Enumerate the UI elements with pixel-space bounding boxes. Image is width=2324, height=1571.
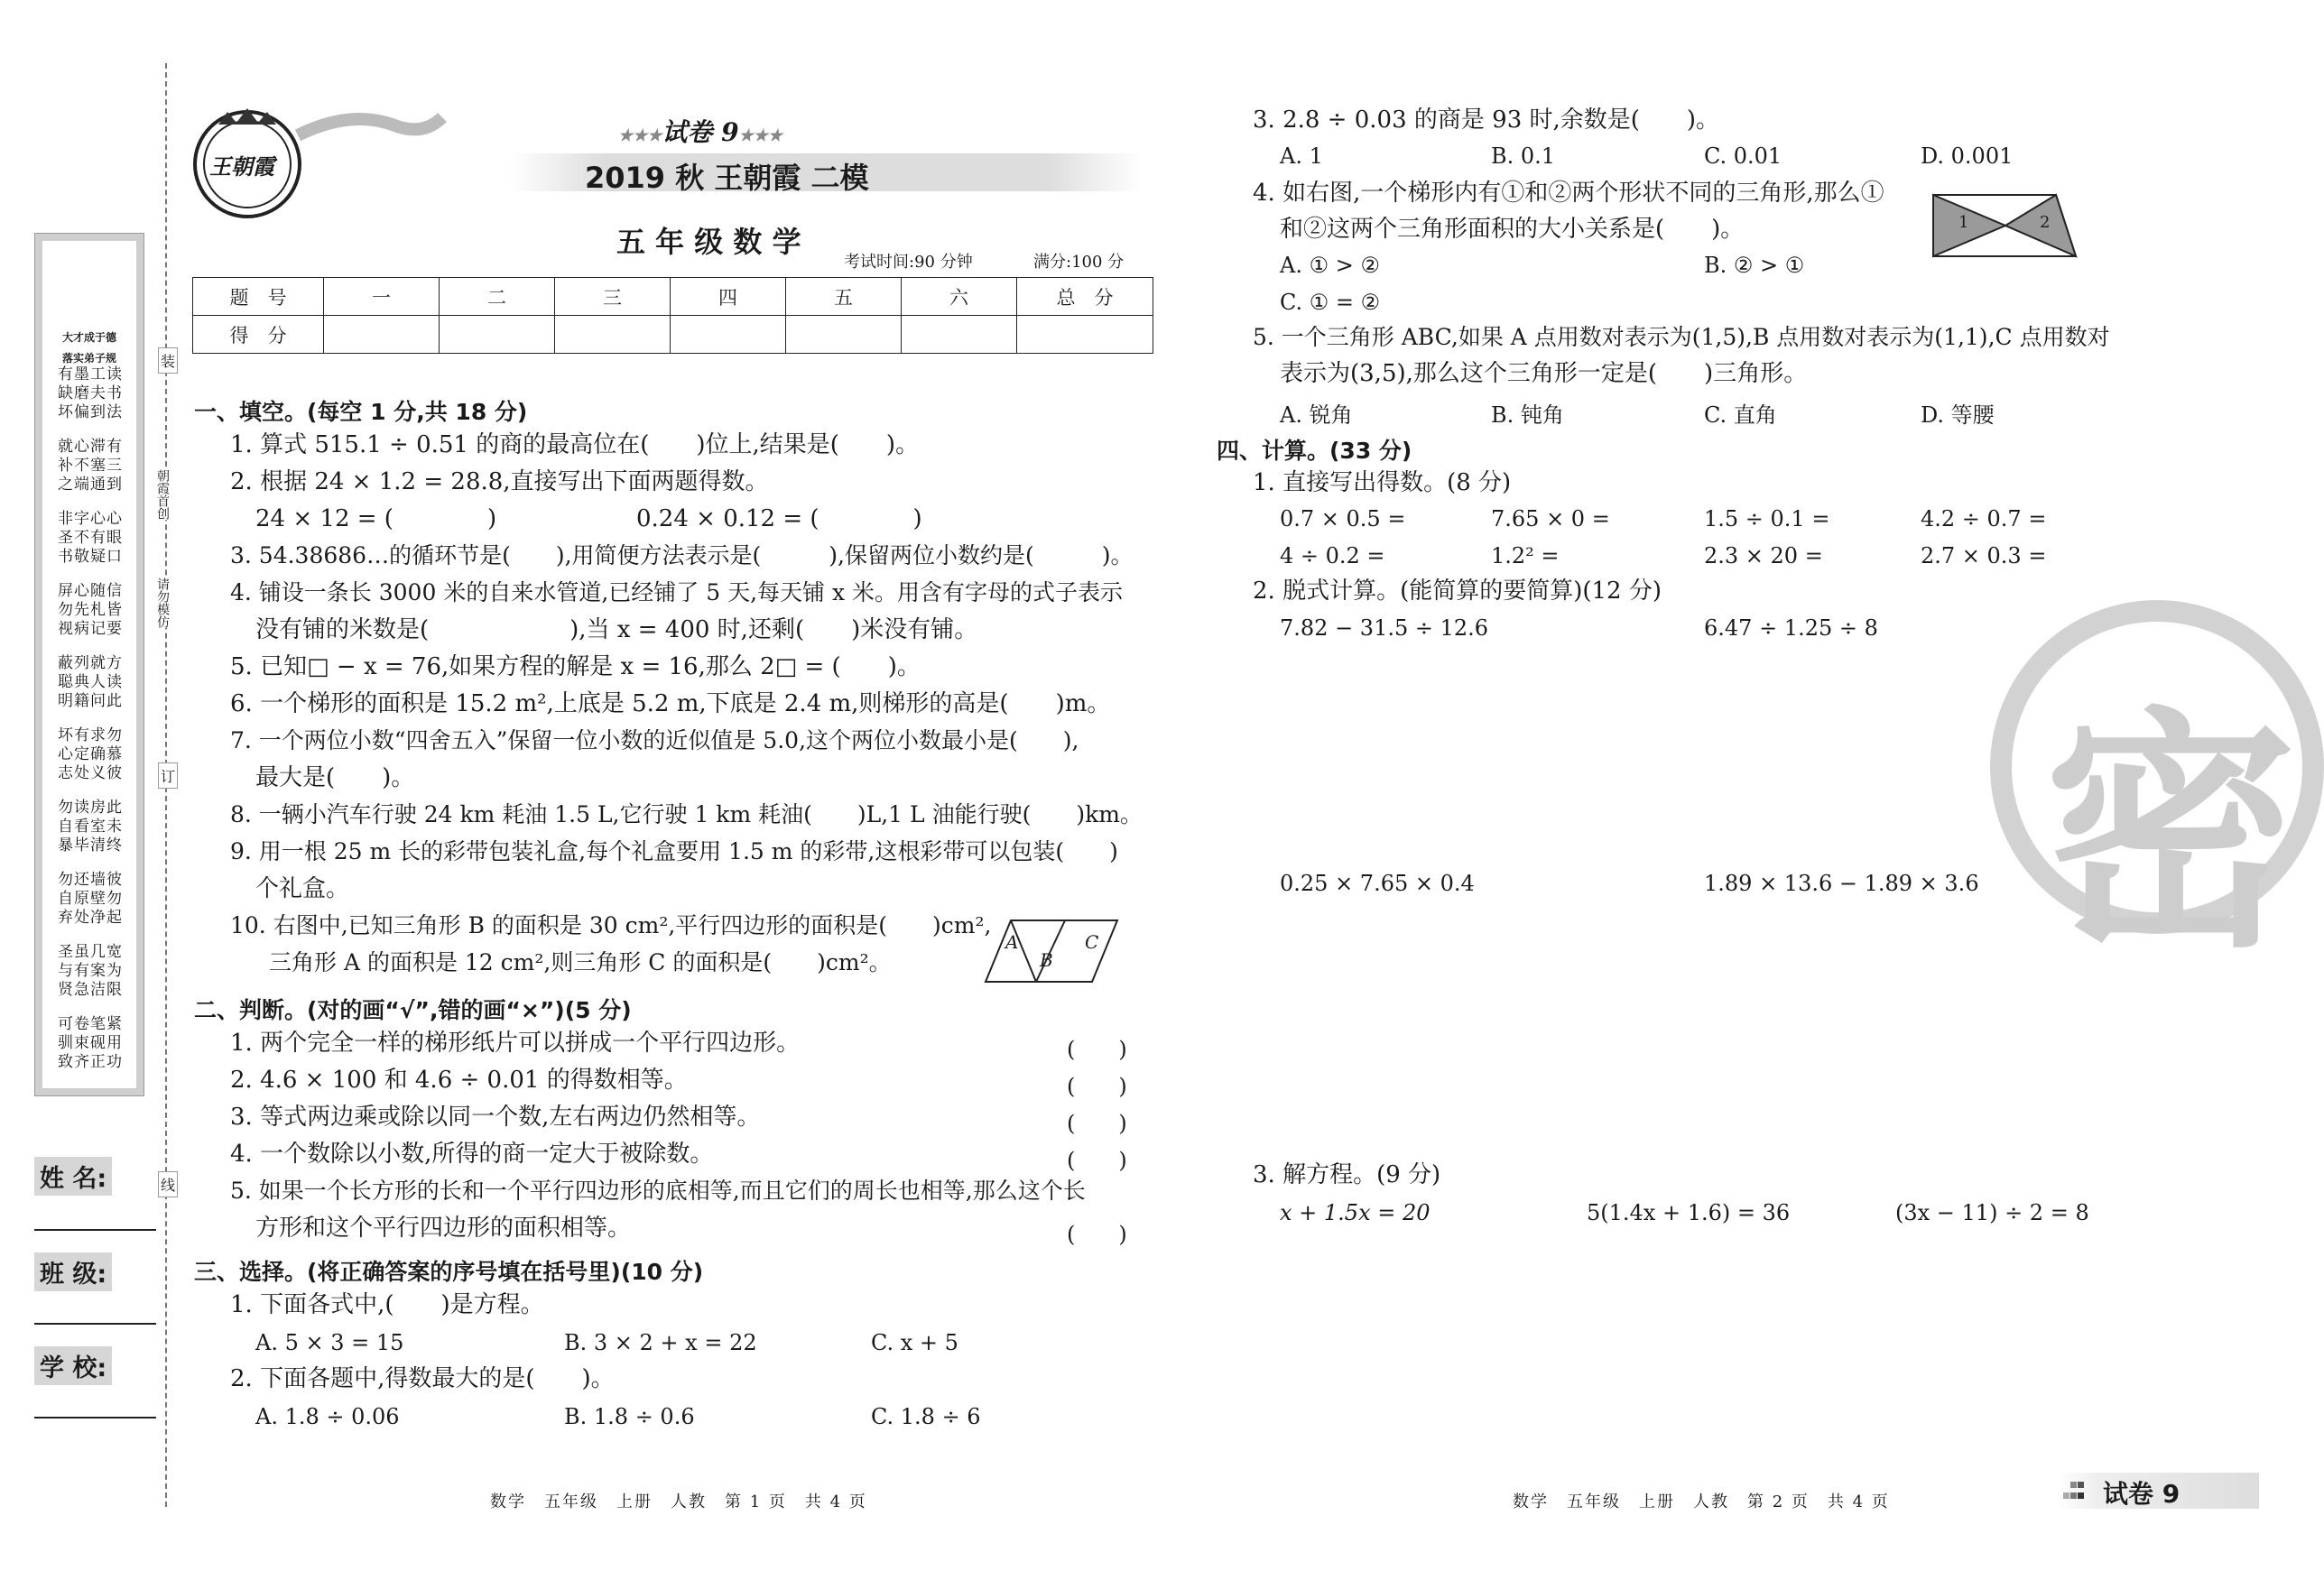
poem-line: 心定确慕	[58, 745, 123, 763]
logo-text: 王朝霞	[209, 153, 274, 180]
poem-line: 有墨工读	[58, 365, 123, 384]
fig-label-2: 2	[2040, 213, 2051, 232]
name-field[interactable]	[34, 1229, 156, 1231]
name-label: 姓 名:	[34, 1157, 112, 1196]
s4-p1-r2-2: 1.2² =	[1491, 543, 1560, 568]
section1-title: 一、填空。(每空 1 分,共 18 分)	[194, 399, 528, 425]
school-field[interactable]	[34, 1417, 156, 1419]
s1-q5: 5. 已知□ − x = 76,如果方程的解是 x = 16,那么 2□ = ( )。	[230, 653, 921, 680]
poem-line: 勿还墙彼	[58, 871, 123, 889]
s3-q5a: 5. 一个三角形 ABC,如果 A 点用数对表示为(1,5),B 点用数对表示为(1,1),C 点用数对	[1253, 324, 2110, 350]
footer-badge	[2058, 1473, 2259, 1509]
score-cell[interactable]	[902, 316, 1017, 354]
s2-item-4: 4. 一个数除以小数,所得的商一定大于被除数。	[230, 1141, 714, 1168]
fig-label-a: A	[1005, 931, 1019, 953]
s3-q2-opt-a: A. 1.8 ÷ 0.06	[255, 1404, 400, 1429]
s1-q4b: 没有铺的米数是( ),当 x = 400 时,还剩( )米没有铺。	[255, 616, 978, 643]
poem-block	[45, 438, 135, 494]
score-cell[interactable]	[555, 316, 671, 354]
poem-line: 就心滞有	[58, 438, 123, 456]
score-header-cell: 六	[902, 278, 1017, 316]
class-label: 班 级:	[34, 1252, 112, 1291]
s1-q6: 6. 一个梯形的面积是 15.2 m²,上底是 5.2 m,下底是 2.4 m,则梯形的高是( )m。	[230, 690, 1111, 717]
s3-q4a: 4. 如右图,一个梯形内有①和②两个形状不同的三角形,那么①	[1253, 180, 1884, 207]
cut-mark-original: 朝霞首创	[155, 469, 170, 520]
exam-time: 考试时间:90 分钟	[844, 253, 973, 272]
score-header-cell: 五	[786, 278, 902, 316]
poem-line: 与有案为	[58, 962, 123, 980]
badge-squares-icon	[2058, 1480, 2085, 1502]
poem-line: 志处义彼	[58, 764, 123, 782]
s2-item-5a: 5. 如果一个长方形的长和一个平行四边形的底相等,而且它们的周长也相等,那么这个长	[230, 1178, 1086, 1204]
footer-page-1: 数学 五年级 上册 人教 第 1 页 共 4 页	[490, 1492, 867, 1511]
score-header-cell: 题 号	[193, 278, 324, 316]
s3-q1: 1. 下面各式中,( )是方程。	[230, 1291, 544, 1318]
s1-q2a: 24 × 12 = ( )	[255, 505, 497, 532]
s3-q5-opt-d: D. 等腰	[1921, 402, 1995, 428]
class-field[interactable]	[34, 1323, 156, 1325]
poem-line: 自看室未	[58, 818, 123, 836]
poem-line: 补不塞三	[58, 457, 123, 475]
badge-text: 试卷 9	[2103, 1479, 2180, 1509]
poem-block	[45, 726, 135, 783]
s2-answer-5[interactable]: ( )	[1067, 1222, 1127, 1247]
motto-line-2: 落实弟子规	[61, 352, 116, 365]
s1-q8: 8. 一辆小汽车行驶 24 km 耗油 1.5 L,它行驶 1 km 耗油( )L,1 L 油能行驶( )km。	[230, 801, 1143, 827]
paper-number: ★★★试卷 9★★★	[618, 117, 783, 147]
poem-block	[45, 943, 135, 1000]
poem-block	[45, 799, 135, 855]
poem-block	[45, 871, 135, 928]
s3-q2-opt-c: C. 1.8 ÷ 6	[871, 1404, 981, 1429]
poem-line: 圣不有眼	[58, 529, 123, 547]
s3-q2-opt-b: B. 1.8 ÷ 0.6	[564, 1404, 695, 1429]
score-table	[192, 277, 1153, 354]
poem-line: 弃处净起	[58, 909, 123, 927]
s3-q5-opt-a: A. 锐角	[1280, 402, 1353, 428]
score-cell[interactable]	[1017, 316, 1153, 354]
poem-line: 自原壁勿	[58, 890, 123, 908]
cut-mark-ding: 订	[158, 762, 178, 789]
poem-block	[45, 654, 135, 711]
s2-item-3: 3. 等式两边乘或除以同一个数,左右两边仍然相等。	[230, 1104, 761, 1131]
poem-line: 勿读房此	[58, 799, 123, 817]
s4-p1-r1-4: 4.2 ÷ 0.7 =	[1921, 506, 2047, 531]
cut-mark-xian: 线	[158, 1171, 178, 1197]
poem-line: 致齐正功	[58, 1053, 123, 1071]
score-row-label: 得 分	[193, 316, 324, 354]
ribbon-decoration	[298, 99, 442, 153]
s3-q1-opt-b: B. 3 × 2 + x = 22	[564, 1330, 757, 1355]
s3-q5-opt-c: C. 直角	[1704, 402, 1777, 428]
score-cell[interactable]	[324, 316, 440, 354]
s3-q3-opt-c: C. 0.01	[1704, 143, 1782, 169]
poem-line: 贤急洁限	[58, 981, 123, 999]
fig-label-1: 1	[1958, 213, 1969, 232]
s3-q3-opt-d: D. 0.001	[1921, 143, 2014, 169]
s3-q3-opt-b: B. 0.1	[1491, 143, 1556, 169]
s3-q3: 3. 2.8 ÷ 0.03 的商是 93 时,余数是( )。	[1253, 106, 1720, 134]
trapezoid-figure	[1931, 189, 2078, 260]
poem-line: 缺磨夫书	[58, 384, 123, 402]
s2-item-5b: 方形和这个平行四边形的面积相等。	[255, 1215, 632, 1242]
s3-q4-opt-c: C. ① = ②	[1280, 290, 1381, 315]
poem-block	[45, 510, 135, 567]
s3-q1-opt-a: A. 5 × 3 = 15	[255, 1330, 404, 1355]
s1-q4a: 4. 铺设一条长 3000 米的自来水管道,已经铺了 5 天,每天铺 x 米。用含有字母的式子表示	[230, 579, 1124, 605]
s3-q3-opt-a: A. 1	[1280, 143, 1323, 169]
s3-q5-opt-b: B. 钝角	[1491, 402, 1564, 428]
poem-line: 蔽列就方	[58, 654, 123, 672]
s4-p2: 2. 脱式计算。(能简算的要简算)(12 分)	[1253, 578, 1662, 605]
s4-p3-item-3: (3x − 11) ÷ 2 = 8	[1895, 1200, 2089, 1225]
subject-title: 五 年 级 数 学	[616, 225, 801, 259]
section2-title: 二、判断。(对的画“√”,错的画“×”)(5 分)	[194, 997, 632, 1023]
s2-answer-1[interactable]: ( )	[1067, 1037, 1127, 1062]
s4-p1-r1-3: 1.5 ÷ 0.1 =	[1704, 506, 1830, 531]
poem-line: 聪典人读	[58, 673, 123, 691]
s4-p1-r1-1: 0.7 × 0.5 =	[1280, 506, 1406, 531]
s2-item-1: 1. 两个完全一样的梯形纸片可以拼成一个平行四边形。	[230, 1030, 801, 1057]
s3-q1-opt-c: C. x + 5	[871, 1330, 958, 1355]
s3-q4-opt-b: B. ② > ①	[1704, 253, 1805, 278]
s4-p1-r2-1: 4 ÷ 0.2 =	[1280, 543, 1385, 568]
poem-line: 坏有求勿	[58, 726, 123, 744]
s1-q7a: 7. 一个两位小数“四舍五入”保留一位小数的近似值是 5.0,这个两位小数最小是( ),	[230, 727, 1079, 753]
poem-line: 屏心随信	[58, 582, 123, 600]
s4-p2-item-3: 0.25 × 7.65 × 0.4	[1280, 871, 1475, 896]
score-header-cell: 三	[555, 278, 671, 316]
score-table-header-row	[193, 278, 1153, 316]
poem-line: 视病记要	[58, 620, 123, 638]
cut-mark-noimitate: 请勿模仿	[155, 578, 170, 628]
paper-number-text: 试卷 9	[662, 117, 739, 147]
s2-item-2: 2. 4.6 × 100 和 4.6 ÷ 0.01 的得数相等。	[230, 1067, 688, 1094]
s4-p3: 3. 解方程。(9 分)	[1253, 1161, 1441, 1188]
poem-line: 之端通到	[58, 476, 123, 494]
s1-q3: 3. 54.38686…的循环节是( ),用简便方法表示是( ),保留两位小数约是( )。	[230, 542, 1134, 568]
poem-line: 勿先札皆	[58, 601, 123, 619]
poem-line: 驯束砚用	[58, 1034, 123, 1052]
s4-p3-item-2: 5(1.4x + 1.6) = 36	[1587, 1200, 1791, 1225]
score-cell[interactable]	[786, 316, 902, 354]
school-label: 学 校:	[34, 1346, 112, 1385]
score-header-cell: 二	[440, 278, 555, 316]
poem-line: 明籍问此	[58, 692, 123, 710]
s4-p3-item-1: x + 1.5x = 20	[1280, 1200, 1431, 1225]
confidential-watermark-glyph: 密	[2044, 688, 2297, 982]
poem-line: 暴毕清终	[58, 836, 123, 855]
full-score: 满分:100 分	[1033, 253, 1125, 272]
section4-title: 四、计算。(33 分)	[1217, 438, 1412, 464]
poem-line: 书敬疑口	[58, 548, 123, 566]
s1-q9a: 9. 用一根 25 m 长的彩带包装礼盒,每个礼盒要用 1.5 m 的彩带,这根彩带可以包装( )	[230, 838, 1118, 864]
s4-p1-r2-4: 2.7 × 0.3 =	[1921, 543, 2047, 568]
s4-p2-item-1: 7.82 − 31.5 ÷ 12.6	[1280, 615, 1489, 641]
score-header-cell: 四	[671, 278, 786, 316]
cut-mark-zhuang: 装	[158, 347, 178, 374]
score-cell[interactable]	[671, 316, 786, 354]
s4-p2-item-4: 1.89 × 13.6 − 1.89 × 3.6	[1704, 871, 1979, 896]
poem-block	[45, 1015, 135, 1072]
score-header-cell: 总 分	[1017, 278, 1153, 316]
poem-line: 坏偏到法	[58, 403, 123, 421]
s2-answer-3[interactable]: ( )	[1067, 1111, 1127, 1136]
footer-page-2: 数学 五年级 上册 人教 第 2 页 共 4 页	[1513, 1492, 1890, 1511]
section3-title: 三、选择。(将正确答案的序号填在括号里)(10 分)	[194, 1259, 704, 1285]
fig-label-c: C	[1085, 931, 1099, 953]
s1-q10a: 10. 右图中,已知三角形 B 的面积是 30 cm²,平行四边形的面积是( )cm²,	[230, 912, 992, 938]
s4-p1: 1. 直接写出得数。(8 分)	[1253, 469, 1512, 496]
s1-q7b: 最大是( )。	[255, 764, 415, 791]
score-header-cell: 一	[324, 278, 440, 316]
poem-line: 可卷笔紧	[58, 1015, 123, 1033]
s1-q2b: 0.24 × 0.12 = ( )	[636, 505, 922, 532]
s4-p2-item-2: 6.47 ÷ 1.25 ÷ 8	[1704, 615, 1878, 641]
score-table-score-row	[193, 316, 1153, 354]
s1-q2: 2. 根据 24 × 1.2 = 28.8,直接写出下面两题得数。	[230, 468, 769, 495]
s3-q4b: 和②这两个三角形面积的大小关系是( )。	[1280, 216, 1745, 243]
exam-title: 2019 秋 王朝霞 二模	[585, 161, 869, 195]
poem-block	[45, 582, 135, 639]
s4-p1-r1-2: 7.65 × 0 =	[1491, 506, 1610, 531]
poem-block	[45, 365, 135, 422]
s1-q1: 1. 算式 515.1 ÷ 0.51 的商的最高位在( )位上,结果是( )。	[230, 431, 920, 458]
score-cell[interactable]	[440, 316, 555, 354]
s3-q4-opt-a: A. ① > ②	[1280, 253, 1380, 278]
fig-label-b: B	[1040, 949, 1053, 971]
parallelogram-figure	[984, 919, 1119, 984]
poem-line: 圣虽几宽	[58, 943, 123, 961]
poem-line: 非字心心	[58, 510, 123, 528]
s4-p1-r2-3: 2.3 × 20 =	[1704, 543, 1823, 568]
s1-q10b: 三角形 A 的面积是 12 cm²,则三角形 C 的面积是( )cm²。	[269, 949, 892, 975]
s2-answer-4[interactable]: ( )	[1067, 1148, 1127, 1173]
s3-q5b: 表示为(3,5),那么这个三角形一定是( )三角形。	[1280, 360, 1808, 387]
motto-line-1: 大才成于德	[61, 331, 116, 344]
s1-q9b: 个礼盒。	[255, 875, 350, 902]
s3-q2: 2. 下面各题中,得数最大的是( )。	[230, 1365, 615, 1392]
s2-answer-2[interactable]: ( )	[1067, 1074, 1127, 1099]
